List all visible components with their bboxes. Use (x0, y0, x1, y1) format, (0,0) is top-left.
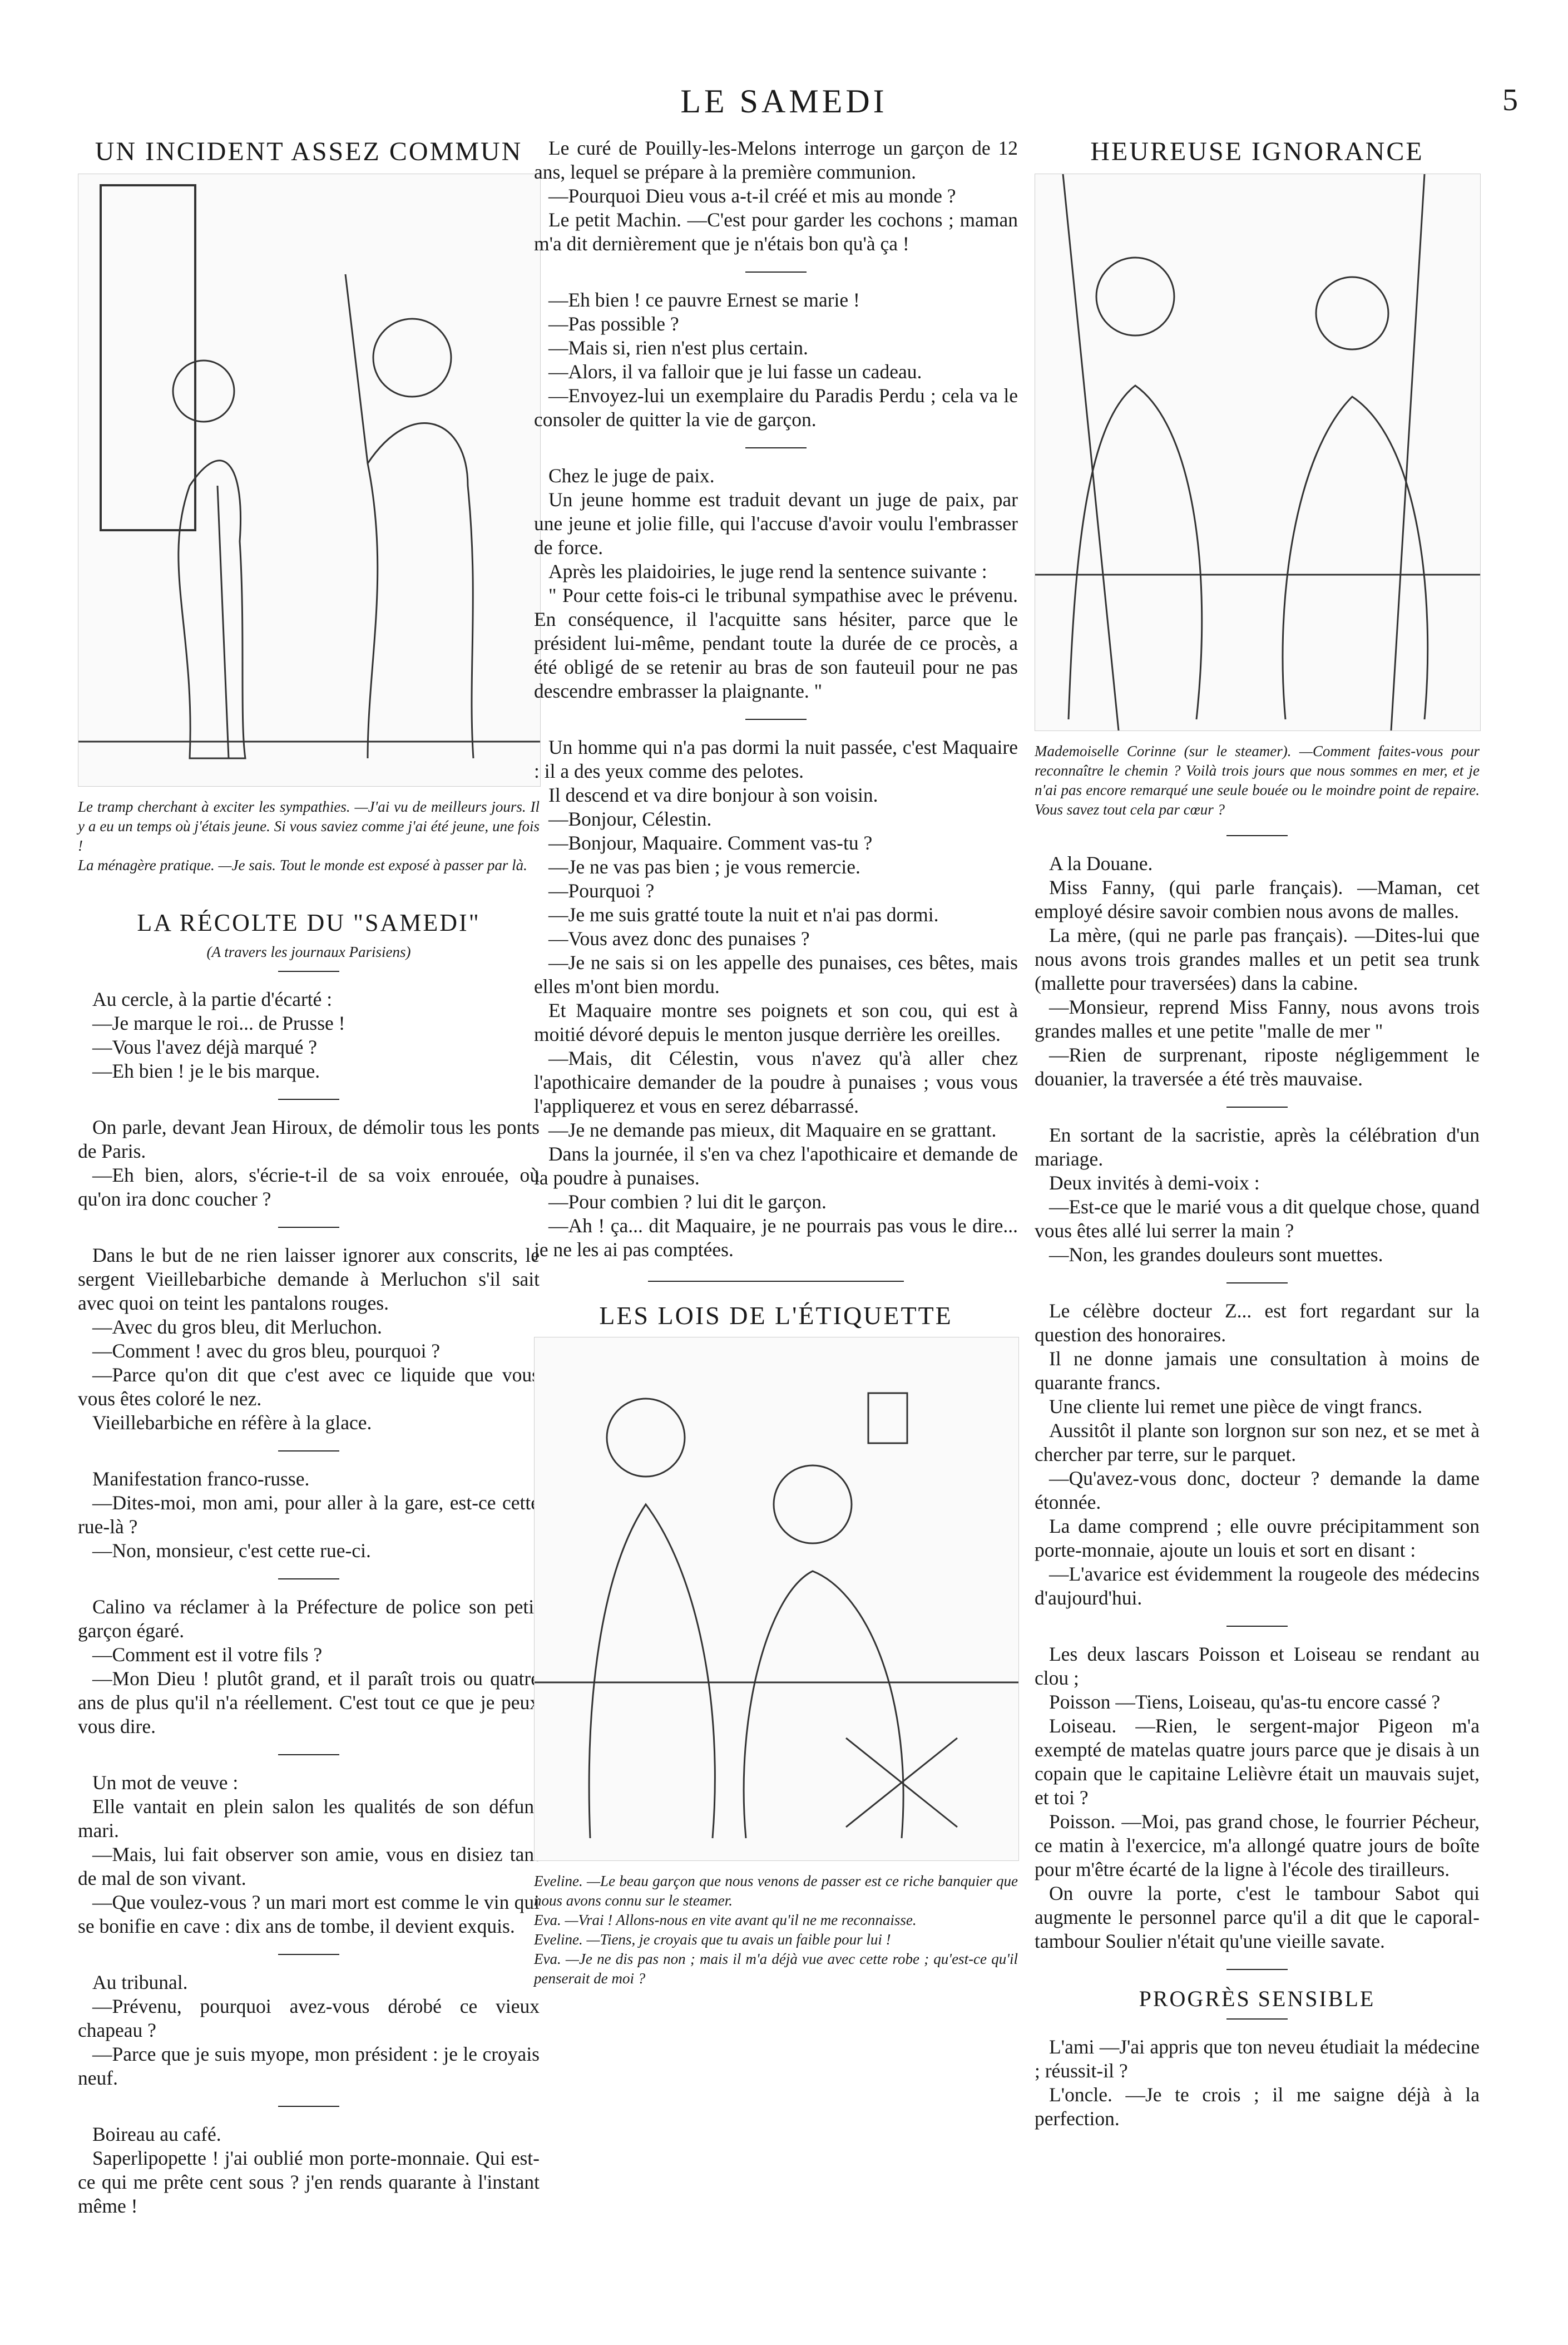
divider (745, 447, 807, 448)
paragraph: Aussitôt il plante son lorgnon sur son nez, et se met à chercher par terre, sur le parquet. (1035, 1419, 1480, 1465)
paragraph: Poisson —Tiens, Loiseau, qu'as-tu encore cassé ? (1049, 1691, 1441, 1713)
caption-steamer (1035, 742, 1480, 819)
section-subtitle: (A travers les journaux Parisiens) (206, 944, 411, 960)
paragraph: —Eh bien, alors, s'écrie-t-il de sa voix enrouée, où qu'on ira donc coucher ? (78, 1164, 540, 1210)
paragraph: —Envoyez-lui un exemplaire du Paradis Perdu ; cela va le consoler de quitter la vie de garçon. (534, 384, 1018, 431)
paragraph: Elle vantait en plein salon les qualités de son défunt mari. (78, 1795, 540, 1842)
paragraph: Un homme qui n'a pas dormi la nuit passée, c'est Maquaire : il a des yeux comme des pelotes. (534, 736, 1018, 782)
caption-tramp (78, 797, 540, 875)
paragraph: Un mot de veuve : (92, 1771, 239, 1794)
paragraph: La mère, (qui ne parle pas français). —Dites-lui que nous avons trois grandes malles et un petit sea trunk (mallette pour traversées) dans la cabine. (1035, 924, 1480, 994)
paragraph: —Qu'avez-vous donc, docteur ? demande la dame étonnée. (1035, 1467, 1480, 1513)
paragraph: —Pour combien ? lui dit le garçon. (548, 1191, 827, 1213)
divider (1226, 1626, 1288, 1627)
divider (278, 1099, 339, 1100)
paragraph: Après les plaidoiries, le juge rend la sentence suivante : (548, 560, 987, 582)
page-header-title: LE SAMEDI (680, 83, 888, 120)
paragraph: Il descend et va dire bonjour à son voisin. (548, 784, 878, 806)
paragraph: Saperlipopette ! j'ai oublié mon porte-monnaie. Qui est-ce qui me prête cent sous ? j'en rends quarante à l'instant même ! (78, 2147, 540, 2217)
paragraph: Manifestation franco-russe. (92, 1468, 310, 1490)
paragraph: Le curé de Pouilly-les-Melons interroge un garçon de 12 ans, lequel se prépare à la première communion. (534, 137, 1018, 183)
paragraph: Miss Fanny, (qui parle français). —Maman, cet employé désire savoir combien nous avons de malles. (1035, 876, 1480, 922)
divider (278, 1954, 339, 1955)
paragraph: —Je ne sais si on les appelle des punaises, ces bêtes, mais elles m'ont bien mordu. (534, 951, 1018, 998)
column-right (1035, 136, 1480, 2131)
divider (278, 1450, 339, 1452)
paragraph: Au cercle, à la partie d'écarté : (92, 988, 333, 1010)
caption-line: Eveline. —Le beau garçon que nous venons de passer est ce riche banquier que nous avons connu sur le steamer. (534, 1873, 1018, 1909)
paragraph: Les deux lascars Poisson et Loiseau se rendant au clou ; (1035, 1643, 1480, 1689)
paragraph: —Est-ce que le marié vous a dit quelque chose, quand vous êtes allé lui serrer la main ? (1035, 1196, 1480, 1242)
paragraph: —Mais si, rien n'est plus certain. (548, 337, 808, 359)
divider (1226, 1282, 1288, 1283)
caption-line: La ménagère pratique. —Je sais. Tout le monde est exposé à passer par là. (78, 857, 527, 873)
divider (1226, 1969, 1288, 1970)
paragraph: —Je ne vas pas bien ; je vous remercie. (548, 856, 860, 878)
illustration-tramp (78, 174, 541, 787)
paragraph: A la Douane. (1049, 852, 1153, 875)
paragraph: Boireau au café. (92, 2123, 221, 2145)
story-tribunal (78, 1971, 540, 2090)
paragraph: —Parce qu'on dit que c'est avec ce liquide que vous vous êtes coloré le nez. (78, 1364, 540, 1410)
paragraph: On ouvre la porte, c'est le tambour Sabot qui augmente le personnel parce qu'il a dit que le caporal-tambour Soulier n'était qu'une vieille savate. (1035, 1882, 1480, 1952)
paragraph: Dans le but de ne rien laisser ignorer aux conscrits, le sergent Vieillebarbiche demande à Merluchon s'il sait avec quoi on teint les pantalons rouges. (78, 1244, 540, 1314)
paragraph: —Rien de surprenant, riposte négligemment le douanier, la traversée a été très mauvaise. (1035, 1044, 1480, 1090)
story-maquaire (534, 735, 1018, 1262)
paragraph: La dame comprend ; elle ouvre précipitamment son porte-monnaie, ajoute un louis et sort en disant : (1035, 1515, 1480, 1561)
section-title-recolte: LA RÉCOLTE DU "SAMEDI" (137, 909, 481, 936)
paragraph: Le petit Machin. —C'est pour garder les cochons ; maman m'a dit dernièrement que je n'étais bon qu'à ça ! (534, 209, 1018, 255)
paragraph: —Alors, il va falloir que je lui fasse un cadeau. (548, 361, 922, 383)
divider (1226, 835, 1288, 836)
paragraph: Au tribunal. (92, 1971, 188, 1993)
caption-line: Eva. —Je ne dis pas non ; mais il m'a déjà vue avec cette robe ; qu'est-ce qu'il penserait de moi ? (534, 1951, 1018, 1987)
divider (278, 1578, 339, 1579)
paragraph: —Non, monsieur, c'est cette rue-ci. (92, 1539, 371, 1562)
section-title-etiquette: LES LOIS DE L'ÉTIQUETTE (599, 1301, 953, 1330)
divider (1226, 1107, 1288, 1108)
divider (278, 2106, 339, 2107)
illustration-steamer (1035, 174, 1481, 731)
story-progres (1035, 2035, 1480, 2131)
caption-line: Eveline. —Tiens, je croyais que tu avais un faible pour lui ! (534, 1931, 891, 1948)
paragraph: —Eh bien ! ce pauvre Ernest se marie ! (548, 289, 860, 311)
page-number: 5 (1502, 83, 1518, 117)
paragraph: —Bonjour, Maquaire. Comment vas-tu ? (548, 832, 873, 854)
caption-line: Eva. —Vrai ! Allons-nous en vite avant qu'il ne me reconnaisse. (534, 1912, 917, 1928)
section-title-incident: UN INCIDENT ASSEZ COMMUN (95, 137, 523, 166)
story-cure (534, 136, 1018, 256)
paragraph: —Eh bien ! je le bis marque. (92, 1060, 320, 1082)
column-middle (534, 136, 1018, 1988)
paragraph: " Pour cette fois-ci le tribunal sympathise avec le prévenu. En conséquence, il l'acquitte sans hésiter, parce que le président lui-même, pendant toute la durée de ce procès, a été obligé de se retenir au bras de son fauteuil pour ne pas descendre embrasser la plaignante. " (534, 584, 1018, 702)
story-franco-russe (78, 1467, 540, 1563)
paragraph: —Pourquoi Dieu vous a-t-il créé et mis au monde ? (548, 185, 956, 207)
divider (1226, 2018, 1288, 2020)
paragraph: —Non, les grandes douleurs sont muettes. (1049, 1243, 1383, 1266)
column-left (78, 136, 540, 2218)
divider (648, 1281, 904, 1282)
paragraph: —Prévenu, pourquoi avez-vous dérobé ce vieux chapeau ? (78, 1995, 540, 2041)
paragraph: —L'avarice est évidemment la rougeole des médecins d'aujourd'hui. (1035, 1563, 1480, 1609)
paragraph: L'oncle. —Je te crois ; il me saigne déjà à la perfection. (1035, 2084, 1480, 2130)
story-conscrits (78, 1243, 540, 1435)
paragraph: —Pourquoi ? (548, 880, 655, 902)
section-title-progres: PROGRÈS SENSIBLE (1139, 1986, 1376, 2011)
paragraph: En sortant de la sacristie, après la célébration d'un mariage. (1035, 1124, 1480, 1170)
story-boireau (78, 2122, 540, 2218)
section-title-ignorance: HEUREUSE IGNORANCE (1090, 137, 1424, 166)
illustration-etiquette (534, 1337, 1019, 1861)
divider (278, 1227, 339, 1228)
caption-line: Le tramp cherchant à exciter les sympathies. —J'ai vu de meilleurs jours. Il y a eu un temps où j'étais jeune. Si vous saviez comme j'ai été jeune, une fois ! (78, 798, 540, 854)
paragraph: —Mais, lui fait observer son amie, vous en disiez tant de mal de son vivant. (78, 1843, 540, 1889)
story-lascars (1035, 1642, 1480, 1953)
divider (745, 719, 807, 720)
paragraph: Chez le juge de paix. (548, 465, 715, 487)
caption-etiquette (534, 1872, 1018, 1988)
paragraph: L'ami —J'ai appris que ton neveu étudiait la médecine ; réussit-il ? (1035, 2036, 1480, 2082)
paragraph: —Comment ! avec du gros bleu, pourquoi ? (92, 1340, 441, 1362)
paragraph: —Comment est il votre fils ? (92, 1643, 323, 1666)
paragraph: —Vous l'avez déjà marqué ? (92, 1036, 317, 1058)
paragraph: Vieillebarbiche en réfère à la glace. (92, 1411, 372, 1434)
paragraph: Deux invités à demi-voix : (1049, 1172, 1260, 1194)
paragraph: —Que voulez-vous ? un mari mort est comme le vin qui se bonifie en cave : dix ans de tombe, il devient exquis. (78, 1891, 540, 1937)
paragraph: Une cliente lui remet une pièce de vingt francs. (1049, 1395, 1423, 1418)
story-calino (78, 1595, 540, 1739)
paragraph: —Mon Dieu ! plutôt grand, et il paraît trois ou quatre ans de plus qu'il n'a réellement. C'est tout ce que je peux vous dire. (78, 1667, 540, 1737)
story-ecarte (78, 988, 540, 1083)
paragraph: —Ah ! ça... dit Maquaire, je ne pourrais pas vous le dire... je ne les ai pas comptées. (534, 1215, 1018, 1261)
paragraph: Loiseau. —Rien, le sergent-major Pigeon m'a exempté de matelas quatre jours parce que je disais à un copain que le capitaine Lelièvre était un mauvais sujet, et toi ? (1035, 1715, 1480, 1809)
paragraph: —Bonjour, Célestin. (548, 808, 712, 830)
paragraph: —Dites-moi, mon ami, pour aller à la gare, est-ce cette rue-là ? (78, 1492, 540, 1538)
story-juge (534, 464, 1018, 703)
paragraph: Il ne donne jamais une consultation à moins de quarante francs. (1035, 1347, 1480, 1394)
divider (278, 971, 339, 972)
story-ponts (78, 1115, 540, 1211)
paragraph: Dans la journée, il s'en va chez l'apothicaire et demande de la poudre à punaises. (534, 1143, 1018, 1189)
divider (745, 271, 807, 273)
paragraph: —Je me suis gratté toute la nuit et n'ai pas dormi. (548, 904, 939, 926)
paragraph: —Avec du gros bleu, dit Merluchon. (92, 1316, 382, 1338)
story-ernest (534, 288, 1018, 432)
paragraph: On parle, devant Jean Hiroux, de démolir tous les ponts de Paris. (78, 1116, 540, 1162)
paragraph: —Je marque le roi... de Prusse ! (92, 1012, 345, 1034)
paragraph: —Je ne demande pas mieux, dit Maquaire en se grattant. (548, 1119, 997, 1141)
paragraph: Poisson. —Moi, pas grand chose, le fourrier Pécheur, ce matin à l'exercice, m'a allongé quatre jours de boîte pour m'être écarté de la ligne à l'école des tirailleurs. (1035, 1810, 1480, 1880)
paragraph: —Parce que je suis myope, mon président : je le croyais neuf. (78, 2043, 540, 2089)
paragraph: Le célèbre docteur Z... est fort regardant sur la question des honoraires. (1035, 1300, 1480, 1346)
paragraph: —Mais, dit Célestin, vous n'avez qu'à aller chez l'apothicaire demander de la poudre à punaises ; vous vous l'appliquerez et vous en serez débarrassé. (534, 1047, 1018, 1117)
paragraph: —Monsieur, reprend Miss Fanny, nous avons trois grandes malles et une petite "malle de mer " (1035, 996, 1480, 1042)
paragraph: Un jeune homme est traduit devant un juge de paix, par une jeune et jolie fille, qui l'accuse d'avoir voulu l'embrasser de force. (534, 488, 1018, 559)
story-veuve (78, 1771, 540, 1938)
paragraph: Et Maquaire montre ses poignets et son cou, qui est à moitié dévoré depuis le menton jusque derrière les oreilles. (534, 999, 1018, 1045)
story-docteur (1035, 1299, 1480, 1610)
paragraph: —Pas possible ? (548, 313, 679, 335)
paragraph: Calino va réclamer à la Préfecture de police son petit garçon égaré. (78, 1596, 540, 1642)
paragraph: —Vous avez donc des punaises ? (548, 927, 810, 950)
story-douane (1035, 852, 1480, 1091)
story-sacristie (1035, 1123, 1480, 1267)
divider (278, 1754, 339, 1755)
caption-line: Mademoiselle Corinne (sur le steamer). —Comment faites-vous pour reconnaître le chemin ? Voilà trois jours que nous sommes en mer, et je n'ai pas encore remarqué une seule bouée ou le moindre point de repaire. Vous savez tout cela par cœur ? (1035, 743, 1480, 818)
